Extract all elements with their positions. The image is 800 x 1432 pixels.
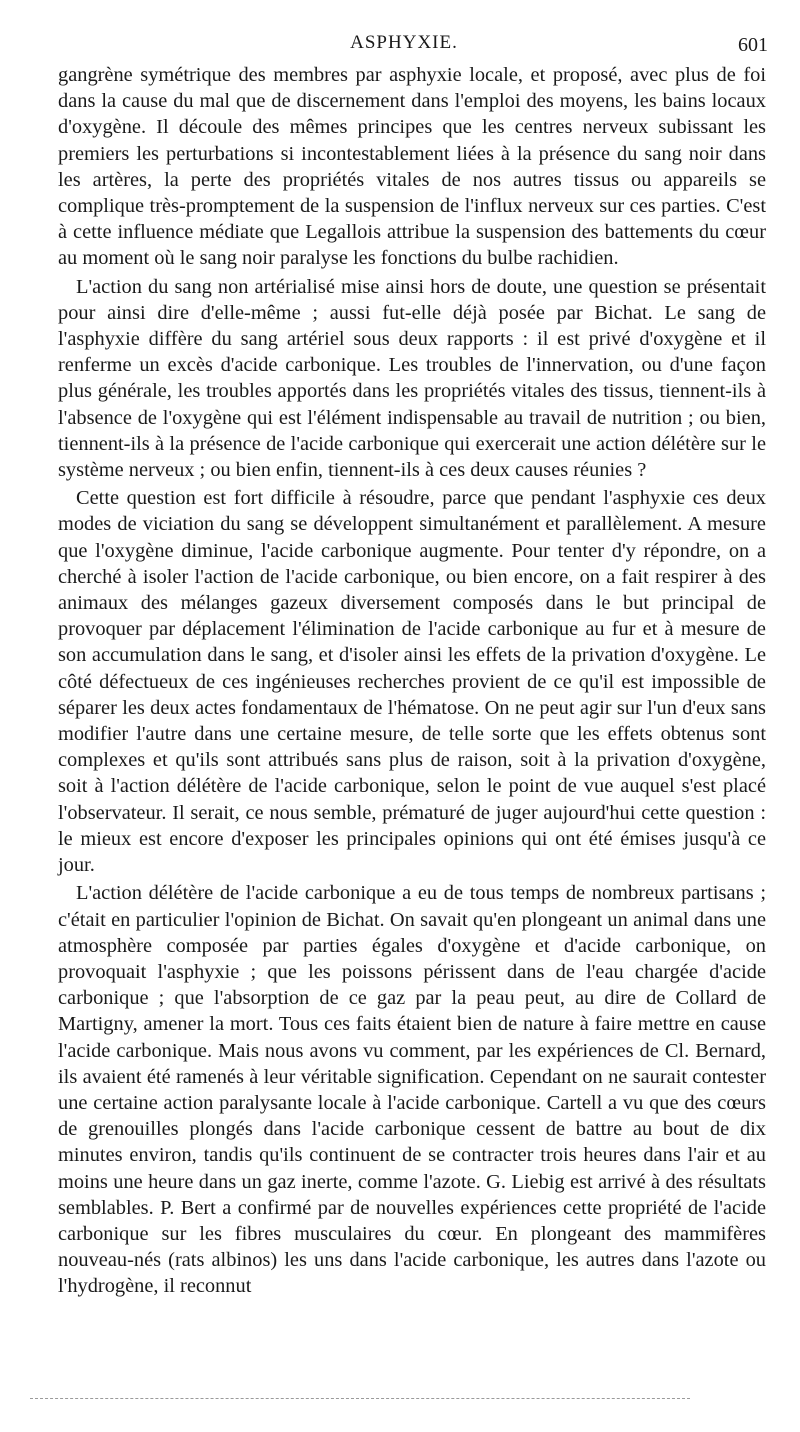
bottom-rule bbox=[30, 1398, 690, 1399]
running-title: ASPHYXIE. bbox=[350, 32, 458, 53]
paragraph: L'action du sang non artérialisé mise ainsi hors de doute, une question se présentait pour ainsi dire d'elle-même ; aussi fut-elle déjà posée par Bichat. Le sang de l'asphyxie diffère du sang artériel sous deux rapports : il est privé d'oxygène et il renferme un excès d'acide carbonique. Les troubles de l'innervation, ou d'une façon plus générale, les troubles apportés dans les propriétés vitales des tissus, tiennent-ils à l'absence de l'oxygène qui est l'élément indispensable au travail de nutrition ; ou bien, tiennent-ils à la présence de l'acide carbonique qui exercerait une action délétère sur le système nerveux ; ou bien enfin, tiennent-ils à ces deux causes réunies ? bbox=[58, 275, 766, 482]
running-head bbox=[40, 30, 768, 56]
paragraph: Cette question est fort difficile à résoudre, parce que pendant l'asphyxie ces deux modes de viciation du sang se développent simultanément et parallèlement. A mesure que l'oxygène diminue, l'acide carbonique augmente. Pour tenter d'y répondre, on a cherché à isoler l'action de l'acide carbonique, ou bien encore, on a fait respirer à des animaux des mélanges gazeux diversement composés dans le but principal de provoquer par déplacement l'élimination de l'acide carbonique au fur et à mesure de son accumulation dans le sang, et d'isoler ainsi les effets de la privation d'oxygène. Le côté défectueux de ces ingénieuses recherches provient de ce qu'il est impossible de séparer les deux actes fondamentaux de l'hématose. On ne peut agir sur l'un d'eux sans modifier l'autre dans une certaine mesure, de telle sorte que les effets obtenus sont complexes et qu'ils sont attribués sans plus de raison, soit à la privation d'oxygène, soit à l'action délétère de l'acide carbonique, selon le point de vue auquel s'est placé l'observateur. Il serait, ce nous semble, prématuré de juger aujourd'hui cette question : le mieux est encore d'exposer les principales opinions qui ont été émises jusqu'à ce jour. bbox=[58, 487, 766, 877]
body-text bbox=[58, 62, 766, 1300]
page-number: 601 bbox=[738, 34, 768, 56]
paragraph: L'action délétère de l'acide carbonique a eu de tous temps de nombreux partisans ; c'était en particulier l'opinion de Bichat. On savait qu'en plongeant un animal dans une atmosphère composée par parties égales d'oxygène et d'acide carbonique, on provoquait l'asphyxie ; que les poissons périssent dans de l'eau chargée d'acide carbonique ; que l'absorption de ce gaz par la peau peut, au dire de Collard de Martigny, amener la mort. Tous ces faits étaient bien de nature à faire mettre en cause l'acide carbonique. Mais nous avons vu comment, par les expériences de Cl. Bernard, ils avaient été ramenés à leur véritable signification. Cependant on ne saurait contester une certaine action paralysante locale à l'acide carbonique. Cartell a vu que des cœurs de grenouilles plongés dans l'acide carbonique cessent de battre au bout de dix minutes environ, tandis qu'ils continuent de se contracter trois heures dans l'air et au moins une heure dans un gaz inerte, comme l'azote. G. Liebig est arrivé à des résultats semblables. P. Bert a confirmé par de nouvelles expériences cette propriété de l'acide carbonique sur les fibres musculaires du cœur. En plongeant des mammifères nouveau-nés (rats albinos) les uns dans l'acide carbonique, les autres dans l'azote ou l'hydrogène, il reconnut bbox=[58, 882, 766, 1298]
paragraph-continuation: gangrène symétrique des membres par asphyxie locale, et proposé, avec plus de foi dans la cause du mal que de discernement dans l'emploi des moyens, les bains locaux d'oxygène. Il découle des mêmes principes que les centres nerveux subissant les premiers les perturbations si incontestablement liées à la présence du sang noir dans les artères, la perte des propriétés vitales de nos autres tissus ou appareils se complique très-promptement de la suspension de l'influx nerveux sur ces parties. C'est à cette influence médiate que Legallois attribue la suspension des battements du cœur au moment où le sang noir paralyse les fonctions du bulbe rachidien. bbox=[58, 64, 766, 270]
